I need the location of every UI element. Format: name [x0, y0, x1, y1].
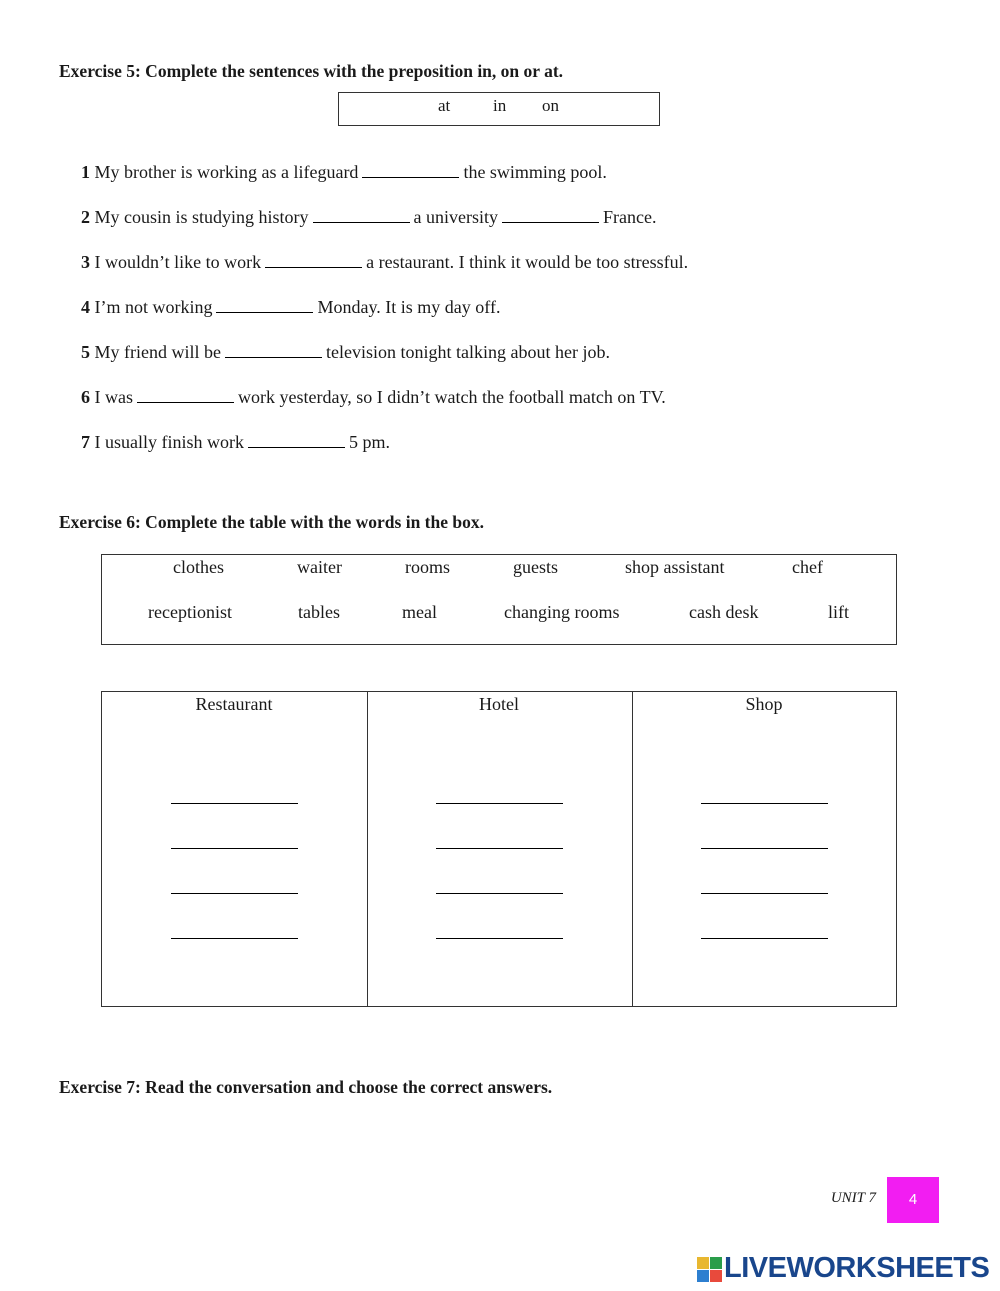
word-item: meal [402, 602, 437, 622]
column-header-hotel: Hotel [479, 694, 519, 714]
column-header-shop: Shop [745, 694, 783, 714]
exercise5-heading: Exercise 5: Complete the sentences with the preposition in, on or at. [59, 61, 564, 81]
answer-blank[interactable] [362, 176, 459, 178]
word-item: cash desk [689, 602, 759, 622]
sentence-3: 3 I wouldn’t like to work a restaurant. I think it would be too stressful. [81, 252, 689, 272]
answer-line[interactable] [436, 848, 563, 849]
word-item: chef [792, 557, 823, 577]
answer-line[interactable] [171, 848, 298, 849]
word-on: on [542, 96, 559, 115]
column-divider [367, 692, 368, 1006]
word-item: guests [513, 557, 558, 577]
sentence-6: 6 I was work yesterday, so I didn’t watch the football match on TV. [81, 387, 666, 407]
unit-label: UNIT 7 [830, 1190, 876, 1206]
word-in: in [493, 96, 507, 115]
preposition-word-box [338, 92, 660, 126]
column-divider [632, 692, 633, 1006]
answer-line[interactable] [436, 938, 563, 939]
vocabulary-word-box [101, 554, 897, 645]
column-header-restaurant: Restaurant [195, 694, 273, 714]
answer-blank[interactable] [502, 221, 599, 223]
sentence-4: 4 I’m not working Monday. It is my day off. [81, 297, 501, 317]
sentence-7: 7 I usually finish work 5 pm. [81, 432, 390, 452]
answer-line[interactable] [701, 938, 828, 939]
answer-line[interactable] [171, 803, 298, 804]
answer-line[interactable] [436, 803, 563, 804]
word-item: waiter [297, 557, 342, 577]
answer-line[interactable] [436, 893, 563, 894]
answer-line[interactable] [171, 938, 298, 939]
answer-line[interactable] [701, 893, 828, 894]
word-item: lift [828, 602, 849, 622]
word-item: tables [298, 602, 340, 622]
page-number-badge: 4 [887, 1177, 939, 1223]
sentence-1: 1 My brother is working as a lifeguard the swimming pool. [81, 162, 607, 182]
exercise6-heading: Exercise 6: Complete the table with the words in the box. [59, 512, 484, 532]
word-item: shop assistant [625, 557, 725, 577]
answer-line[interactable] [701, 848, 828, 849]
answer-blank[interactable] [248, 446, 345, 448]
word-at: at [438, 96, 451, 115]
logo-squares-icon [697, 1257, 723, 1283]
category-table [101, 691, 897, 1007]
answer-blank[interactable] [225, 356, 322, 358]
sentence-5: 5 My friend will be television tonight talking about her job. [81, 342, 610, 362]
logo-text: LIVEWORKSHEETS [724, 1252, 990, 1284]
answer-blank[interactable] [216, 311, 313, 313]
word-item: rooms [405, 557, 450, 577]
answer-line[interactable] [171, 893, 298, 894]
answer-blank[interactable] [313, 221, 410, 223]
word-item: clothes [173, 557, 224, 577]
word-item: changing rooms [504, 602, 620, 622]
exercise7-heading: Exercise 7: Read the conversation and choose the correct answers. [59, 1077, 553, 1097]
sentence-2: 2 My cousin is studying history a university France. [81, 207, 657, 227]
answer-line[interactable] [701, 803, 828, 804]
answer-blank[interactable] [265, 266, 362, 268]
answer-blank[interactable] [137, 401, 234, 403]
word-item: receptionist [148, 602, 232, 622]
